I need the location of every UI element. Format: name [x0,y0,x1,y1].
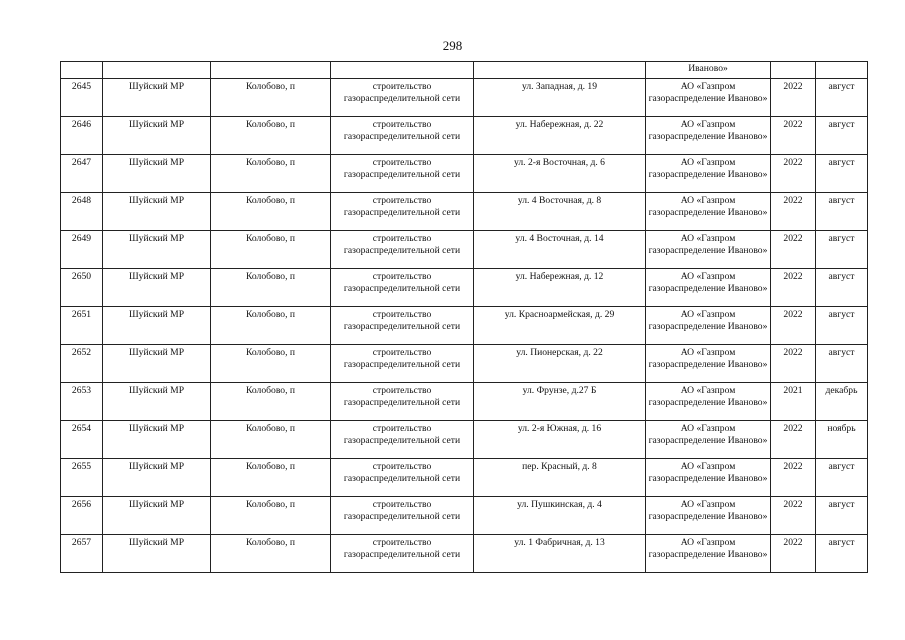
cell-month: август [816,117,868,155]
continued-row [61,62,868,79]
cell-district: Шуйский МР [103,117,211,155]
cell-settlement: Колобово, п [211,345,331,383]
cell-month: август [816,79,868,117]
cell-year: 2022 [771,345,816,383]
cell-owner: Иваново» [646,62,771,79]
table-row [61,117,868,155]
cell-owner: АО «Газпром газораспределение Иваново» [646,345,771,383]
cell-num [61,62,103,79]
cell-owner: АО «Газпром газораспределение Иваново» [646,231,771,269]
cell-settlement: Колобово, п [211,231,331,269]
cell-settlement: Колобово, п [211,117,331,155]
cell-month: август [816,345,868,383]
cell-year: 2022 [771,421,816,459]
cell-address: ул. Пионерская, д. 22 [474,345,646,383]
gasification-table [60,61,868,573]
cell-owner: АО «Газпром газораспределение Иваново» [646,459,771,497]
cell-year: 2022 [771,535,816,573]
cell-year: 2022 [771,155,816,193]
cell-owner: АО «Газпром газораспределение Иваново» [646,383,771,421]
cell-address: ул. 4 Восточная, д. 8 [474,193,646,231]
cell-month: август [816,459,868,497]
cell-address: ул. Пушкинская, д. 4 [474,497,646,535]
cell-owner: АО «Газпром газораспределение Иваново» [646,155,771,193]
cell-work: строительство газораспределительной сети [331,269,474,307]
cell-year: 2022 [771,193,816,231]
cell-work: строительство газораспределительной сети [331,79,474,117]
cell-district: Шуйский МР [103,307,211,345]
table-row [61,345,868,383]
cell-num: 2655 [61,459,103,497]
cell-district: Шуйский МР [103,421,211,459]
cell-month: декабрь [816,383,868,421]
cell-district: Шуйский МР [103,269,211,307]
cell-month: август [816,269,868,307]
cell-work: строительство газораспределительной сети [331,307,474,345]
table-row [61,193,868,231]
cell-month: август [816,307,868,345]
cell-num: 2654 [61,421,103,459]
cell-district: Шуйский МР [103,497,211,535]
cell-settlement [211,62,331,79]
table-row [61,497,868,535]
cell-month: ноябрь [816,421,868,459]
cell-work: строительство газораспределительной сети [331,155,474,193]
cell-owner: АО «Газпром газораспределение Иваново» [646,307,771,345]
cell-work: строительство газораспределительной сети [331,345,474,383]
cell-month: август [816,497,868,535]
cell-work [331,62,474,79]
table-row [61,383,868,421]
cell-address: ул. Набережная, д. 12 [474,269,646,307]
cell-month [816,62,868,79]
cell-owner: АО «Газпром газораспределение Иваново» [646,535,771,573]
table-row [61,535,868,573]
cell-work: строительство газораспределительной сети [331,535,474,573]
cell-work: строительство газораспределительной сети [331,421,474,459]
cell-num: 2653 [61,383,103,421]
cell-num: 2647 [61,155,103,193]
cell-year: 2022 [771,117,816,155]
cell-work: строительство газораспределительной сети [331,117,474,155]
cell-year: 2021 [771,383,816,421]
cell-settlement: Колобово, п [211,307,331,345]
cell-year: 2022 [771,79,816,117]
cell-work: строительство газораспределительной сети [331,231,474,269]
cell-district: Шуйский МР [103,459,211,497]
cell-settlement: Колобово, п [211,421,331,459]
cell-num: 2656 [61,497,103,535]
cell-address: ул. Западная, д. 19 [474,79,646,117]
cell-settlement: Колобово, п [211,459,331,497]
cell-address: пер. Красный, д. 8 [474,459,646,497]
cell-num: 2648 [61,193,103,231]
cell-settlement: Колобово, п [211,155,331,193]
cell-work: строительство газораспределительной сети [331,497,474,535]
table-row [61,231,868,269]
cell-address: ул. 2-я Южная, д. 16 [474,421,646,459]
cell-address: ул. 4 Восточная, д. 14 [474,231,646,269]
cell-owner: АО «Газпром газораспределение Иваново» [646,193,771,231]
cell-district: Шуйский МР [103,193,211,231]
cell-district [103,62,211,79]
cell-address: ул. 2-я Восточная, д. 6 [474,155,646,193]
cell-settlement: Колобово, п [211,79,331,117]
cell-owner: АО «Газпром газораспределение Иваново» [646,269,771,307]
cell-month: август [816,231,868,269]
table-row [61,79,868,117]
cell-address: ул. 1 Фабричная, д. 13 [474,535,646,573]
cell-work: строительство газораспределительной сети [331,459,474,497]
cell-owner: АО «Газпром газораспределение Иваново» [646,117,771,155]
cell-year: 2022 [771,497,816,535]
cell-month: август [816,155,868,193]
cell-settlement: Колобово, п [211,383,331,421]
cell-num: 2657 [61,535,103,573]
cell-year: 2022 [771,269,816,307]
cell-year: 2022 [771,459,816,497]
cell-district: Шуйский МР [103,345,211,383]
cell-settlement: Колобово, п [211,193,331,231]
cell-district: Шуйский МР [103,231,211,269]
table-row [61,459,868,497]
table-row [61,307,868,345]
cell-owner: АО «Газпром газораспределение Иваново» [646,421,771,459]
cell-num: 2650 [61,269,103,307]
cell-year [771,62,816,79]
cell-settlement: Колобово, п [211,535,331,573]
cell-num: 2652 [61,345,103,383]
cell-district: Шуйский МР [103,155,211,193]
table-row [61,155,868,193]
cell-num: 2646 [61,117,103,155]
page-number: 298 [442,38,463,53]
cell-month: август [816,535,868,573]
table-row [61,269,868,307]
cell-num: 2649 [61,231,103,269]
cell-district: Шуйский МР [103,535,211,573]
cell-owner: АО «Газпром газораспределение Иваново» [646,79,771,117]
cell-work: строительство газораспределительной сети [331,193,474,231]
cell-address: ул. Набережная, д. 22 [474,117,646,155]
table-row [61,421,868,459]
cell-year: 2022 [771,307,816,345]
cell-district: Шуйский МР [103,383,211,421]
cell-address: ул. Красноармейская, д. 29 [474,307,646,345]
cell-district: Шуйский МР [103,79,211,117]
cell-year: 2022 [771,231,816,269]
cell-settlement: Колобово, п [211,497,331,535]
cell-num: 2645 [61,79,103,117]
cell-address [474,62,646,79]
cell-num: 2651 [61,307,103,345]
cell-address: ул. Фрунзе, д.27 Б [474,383,646,421]
cell-work: строительство газораспределительной сети [331,383,474,421]
cell-owner: АО «Газпром газораспределение Иваново» [646,497,771,535]
cell-settlement: Колобово, п [211,269,331,307]
cell-month: август [816,193,868,231]
